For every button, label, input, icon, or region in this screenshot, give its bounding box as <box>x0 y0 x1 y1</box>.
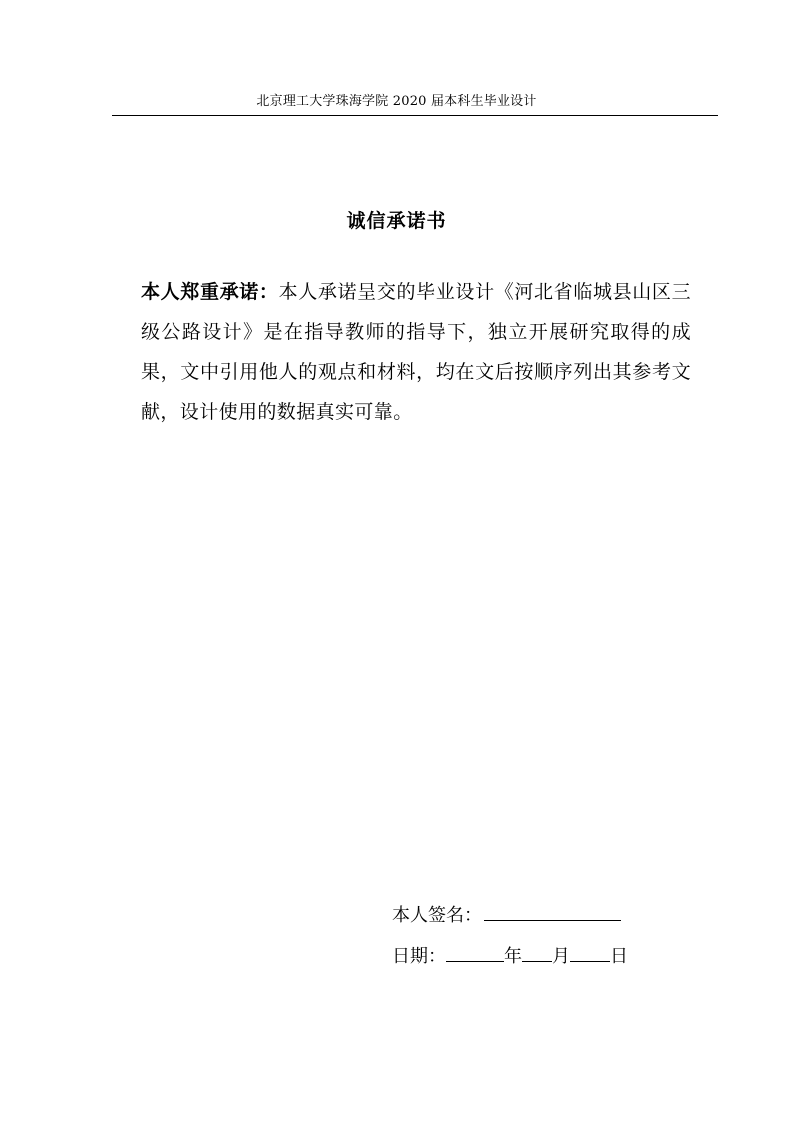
header-divider <box>112 115 718 116</box>
signature-line <box>392 898 621 930</box>
running-header: 北京理工大学珠海学院 2020 届本科生毕业设计 <box>256 94 537 109</box>
signature-blank <box>484 898 621 921</box>
signature-label: 本人签名： <box>392 905 482 926</box>
year-unit: 年 <box>504 946 522 967</box>
month-unit: 月 <box>552 946 570 967</box>
year-blank <box>446 939 504 962</box>
pledge-paragraph <box>141 272 691 432</box>
pledge-text: 本人承诺呈交的毕业设计《河北省临城县山区三级公路设计》是在指导教师的指导下，独立开展研究取得的成果，文中引用他人的观点和材料，均在文后按顺序列出其参考文献，设计使用的数据真实可靠。 <box>141 281 691 423</box>
month-blank <box>522 939 552 962</box>
day-unit: 日 <box>610 946 628 967</box>
day-blank <box>570 939 610 962</box>
pledge-lead: 本人郑重承诺： <box>141 281 279 303</box>
page-title: 诚信承诺书 <box>346 210 447 232</box>
date-line <box>392 939 628 971</box>
date-label: 日期： <box>392 946 446 967</box>
